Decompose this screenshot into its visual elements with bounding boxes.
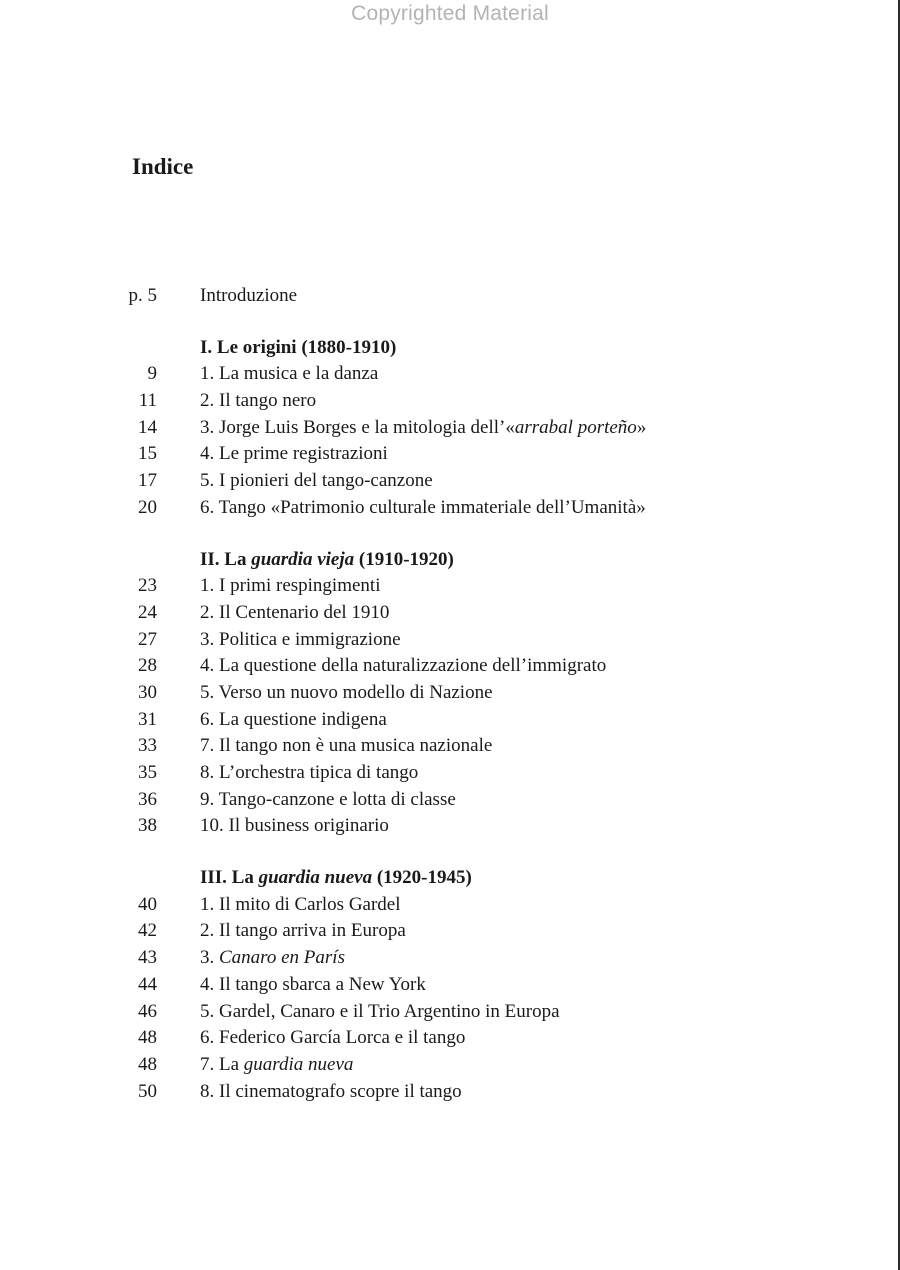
- chapter-heading: [0, 547, 880, 574]
- entry-title: [200, 733, 492, 760]
- page-number: 36: [138, 788, 157, 810]
- entry-title: [200, 892, 401, 919]
- entry-title: [200, 627, 401, 654]
- page-number: 50: [138, 1080, 157, 1102]
- toc-entry: [0, 680, 880, 707]
- page-number: 15: [138, 443, 157, 465]
- toc-entry: [0, 787, 880, 814]
- entry-title: [200, 760, 418, 787]
- italic-text: guardia vieja: [251, 548, 355, 570]
- toc-entry: [0, 415, 880, 442]
- toc-entry: [0, 361, 880, 388]
- entry-title: [200, 1052, 353, 1079]
- text-part: 5. Verso un nuovo modello di Nazione: [200, 681, 493, 703]
- italic-text: Canaro en París: [219, 947, 345, 969]
- toc-entry: [0, 600, 880, 627]
- toc-entry: [0, 1079, 880, 1106]
- page-number: 14: [138, 416, 157, 438]
- page-number: 33: [138, 735, 157, 757]
- entry-title: [200, 972, 426, 999]
- text-part: 1. I primi respingimenti: [200, 575, 381, 597]
- toc-entry: [0, 972, 880, 999]
- entry-title: [200, 573, 380, 600]
- entry-title: [200, 787, 456, 814]
- page-number: 30: [138, 681, 157, 703]
- italic-text: arrabal porteño: [514, 416, 637, 438]
- text-part: 2. Il tango arriva in Europa: [200, 920, 406, 942]
- italic-text: guardia nueva: [243, 1053, 354, 1075]
- toc-entry: [0, 495, 880, 522]
- italic-text: guardia nueva: [258, 867, 373, 889]
- page-number: 9: [147, 363, 157, 385]
- entry-title: [200, 1079, 462, 1106]
- toc-entry: [0, 892, 880, 919]
- chapter-heading: [0, 865, 880, 892]
- toc-entry: [0, 813, 880, 840]
- chapter-title: [200, 335, 396, 362]
- chapter-title: [200, 547, 454, 574]
- page-number: 11: [138, 390, 157, 412]
- page-number: 48: [138, 1027, 157, 1049]
- page-number: 24: [138, 601, 157, 623]
- toc-entry-introduction: [0, 283, 880, 310]
- toc-entry: [0, 627, 880, 654]
- toc-entry: [0, 573, 880, 600]
- page-number: 23: [138, 575, 157, 597]
- page-number: 31: [138, 708, 157, 730]
- text-part: 1. La musica e la danza: [200, 363, 379, 385]
- toc-entry: [0, 918, 880, 945]
- entry-title: [200, 653, 606, 680]
- toc-entry: [0, 760, 880, 787]
- page-number: p. 5: [128, 285, 157, 306]
- entry-title: [200, 415, 646, 442]
- text-part: 3. Jorge Luis Borges e la mitologia dell’«: [200, 416, 515, 438]
- text-part: 2. Il Centenario del 1910: [200, 601, 390, 623]
- entry-title: [200, 999, 560, 1026]
- toc-chapter: [0, 547, 880, 841]
- chapter-heading: [0, 335, 880, 362]
- page-title: Indice: [132, 154, 194, 179]
- text-part: II. La: [200, 548, 252, 570]
- text-part: 10. Il business originario: [200, 815, 389, 837]
- toc-entry: [0, 945, 880, 972]
- toc-chapter: [0, 335, 880, 522]
- text-part: 8. Il cinematografo scopre il tango: [200, 1080, 462, 1102]
- entry-title: Introduzione: [200, 285, 298, 306]
- text-part: 6. Tango «Patrimonio culturale immateriale dell’Umanità»: [200, 496, 646, 518]
- page-number: 35: [138, 762, 157, 783]
- text-part: 7. Il tango non è una musica nazionale: [200, 735, 493, 757]
- text-part: 3. Politica e immigrazione: [200, 628, 401, 650]
- text-part: 1. Il mito di Carlos Gardel: [200, 893, 401, 915]
- entry-title: [200, 945, 345, 972]
- text-part: 8. L’orchestra tipica di tango: [200, 762, 419, 783]
- text-part: 4. La questione della naturalizzazione dell’immigrato: [200, 655, 607, 677]
- text-part: 2. Il tango nero: [200, 390, 317, 412]
- text-part: (1910-1920): [354, 548, 454, 570]
- toc-entry: [0, 388, 880, 415]
- page-number: 42: [138, 920, 157, 942]
- text-part: 5. Gardel, Canaro e il Trio Argentino in Europa: [200, 1000, 560, 1022]
- entry-title: [200, 361, 378, 388]
- toc-entry: [0, 999, 880, 1026]
- entry-title: [200, 1025, 465, 1052]
- page-number: 17: [138, 470, 157, 492]
- chapter-title: [200, 865, 472, 892]
- text-part: 7. La: [200, 1053, 244, 1075]
- page-number: 20: [138, 496, 157, 518]
- chapters-container: [0, 335, 880, 1106]
- text-part: I. Le origini (1880-1910): [200, 336, 397, 358]
- text-part: 3.: [200, 947, 219, 969]
- entry-title: [200, 680, 493, 707]
- text-part: 6. La questione indigena: [200, 708, 387, 730]
- toc-entry: [0, 468, 880, 495]
- page-number: 46: [138, 1000, 157, 1022]
- copyright-watermark: Copyrighted Material: [351, 2, 549, 25]
- toc-entry: [0, 733, 880, 760]
- text-part: 9. Tango-canzone e lotta di classe: [200, 788, 456, 810]
- entry-title: [200, 495, 646, 522]
- entry-title: [200, 707, 387, 734]
- page-number: 43: [138, 947, 157, 969]
- entry-title: [200, 600, 389, 627]
- toc-entry: [0, 653, 880, 680]
- toc-entry: [0, 1025, 880, 1052]
- page-number: 38: [138, 815, 157, 837]
- entry-title: [200, 441, 388, 468]
- toc-entry: [0, 441, 880, 468]
- text-part: (1920-1945): [372, 867, 472, 889]
- text-part: 6. Federico García Lorca e il tango: [200, 1027, 466, 1049]
- text-part: 4. Le prime registrazioni: [200, 443, 388, 465]
- text-part: 5. I pionieri del tango-canzone: [200, 470, 433, 492]
- text-part: III. La: [200, 867, 259, 889]
- entry-title: [200, 388, 316, 415]
- entry-title: [200, 918, 406, 945]
- page-number: 27: [138, 628, 157, 650]
- entry-title: [200, 813, 389, 840]
- text-part: »: [636, 416, 647, 438]
- toc-chapter: [0, 865, 880, 1105]
- page-number: 40: [138, 893, 157, 915]
- entry-title: [200, 468, 433, 495]
- page-number: 28: [138, 655, 157, 677]
- table-of-contents: [0, 283, 880, 1105]
- page-number: 44: [138, 973, 157, 995]
- toc-entry: [0, 707, 880, 734]
- text-part: 4. Il tango sbarca a New York: [200, 973, 426, 995]
- page-number: 48: [138, 1053, 157, 1075]
- toc-entry: [0, 1052, 880, 1079]
